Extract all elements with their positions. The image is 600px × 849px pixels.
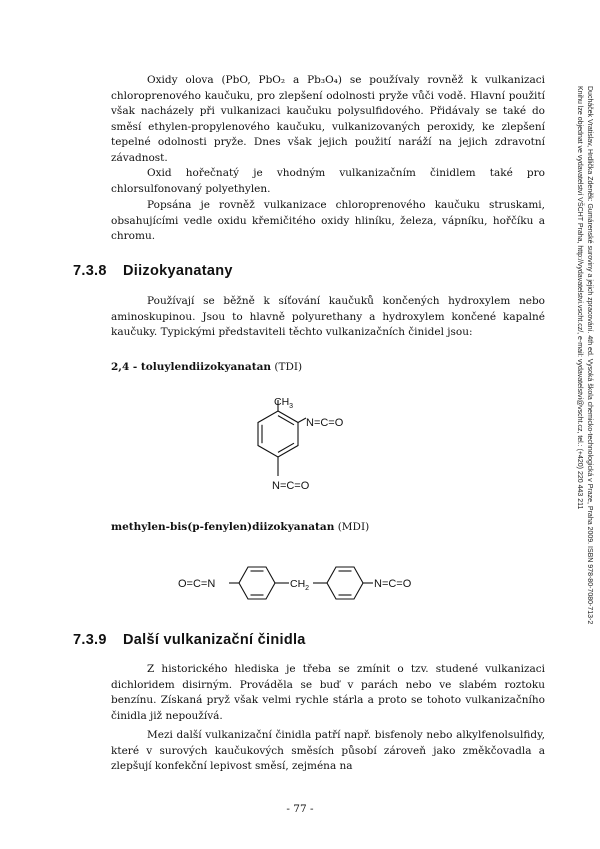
ch3-subscript: 3 <box>289 403 294 410</box>
tdi-abbr: (TDI) <box>274 361 303 373</box>
tdi-isocyanate-bottom: N=C=O <box>272 480 310 492</box>
ch2-subscript: 2 <box>305 585 310 592</box>
mdi-isocyanate-right: N=C=O <box>374 578 412 590</box>
ordering-line: Knihu lze objednat ve vydavatelství VŠCHT Praha, http://vydavatelstvi.vscht.cz/, e-mail: vydavatelstvi@vscht.cz, tel.: (+420) 220 443 211 <box>576 86 584 510</box>
mdi-name: methylen-bis(p-fenylen)diizokyanatan <box>111 521 335 533</box>
paragraph-text: Popsána je rovněž vulkanizace chloroprenového kaučuku struskami, obsahujícími vedle oxidu křemičitého oxidy hliníku, železa, vápníku, hořčíku a chromu. <box>111 199 545 242</box>
paragraph-text: Oxid hořečnatý je vhodným vulkanizačním činidlem také pro chlorsulfonovaný polyethylen. <box>111 167 545 195</box>
section-title: Další vulkanizační činidla <box>123 632 306 648</box>
mdi-isocyanate-left: O=C=N <box>178 578 216 590</box>
section-title: Diizokyanatany <box>123 263 233 279</box>
ch3-label: CH <box>274 396 290 408</box>
svg-text:CH2 <box>290 578 309 592</box>
mdi-label <box>111 521 369 533</box>
side-citation <box>572 86 594 726</box>
section-heading-7-3-8 <box>73 263 233 279</box>
paragraph-text: Oxidy olova (PbO, PbO₂ a Pb₃O₄) se používaly rovněž k vulkanizaci chloroprenového kaučuku, pro zlepšení odolnosti pryže vůči vodě. Hlavní použití však nacházely při vulkanizaci kaučuku polysulfidového. Přidávaly se také do směsí ethylen-propylenového kaučuku, vulkanizovaných peroxidy, ke zlepšení tepelné odolnosti pryže. Dnes však jejich použití naráží na jejich zdravotní závadnost. <box>111 74 545 164</box>
paragraph-magnesium-oxide <box>111 166 545 197</box>
mdi-abbr: (MDI) <box>337 521 370 533</box>
section-heading-7-3-9 <box>73 632 306 648</box>
tdi-isocyanate-top: N=C=O <box>306 417 344 429</box>
paragraph-other-agents <box>111 728 545 775</box>
citation-line: Ducháček Vratislav, Hrdlička Zdeněk: Gumárenské suroviny a jejich zpracování. 4th ed. Vysoká škola chemicko-technologická v Praze, Praha 2009. ISBN 978-80-7080-713-2 <box>586 86 593 625</box>
paragraph-text: Používají se běžně k síťování kaučuků končených hydroxylem nebo aminoskupinou. Jsou to hlavně polyurethany a hydroxylem končené kapalné kaučuky. Typickými představiteli těchto vulkanizačních činidel jsou: <box>111 295 545 338</box>
tdi-structure <box>230 392 370 502</box>
mdi-structure <box>176 556 426 612</box>
page-number: - 77 - <box>286 803 314 815</box>
paragraph-diisocyanates <box>111 294 545 341</box>
svg-text:CH3 <box>274 396 293 410</box>
paragraph-text: Mezi další vulkanizační činidla patří např. bisfenoly nebo alkylfenolsulfidy, které v surových kaučukových směsích působí zároveň jako změkčovadla a zlepšují konfekční lepivost směsí, zejména na <box>111 729 545 772</box>
section-number: 7.3.9 <box>73 632 107 648</box>
section-number: 7.3.8 <box>73 263 107 279</box>
paragraph-lead-oxides <box>111 73 545 166</box>
tdi-name: 2,4 - toluylendiizokyanatan <box>111 361 272 373</box>
paragraph-text: Z historického hlediska je třeba se zmínit o tzv. studené vulkanizaci dichloridem disirným. Prováděla se buď v parách nebo ve slabém roztoku benzínu. Získaná pryž však velmi rychle stárla a proto se tohoto vulkanizačního činidla již nepoužívá. <box>111 663 545 722</box>
paragraph-cold-vulcanization <box>111 662 545 724</box>
tdi-label <box>111 361 302 373</box>
ch2-label: CH <box>290 578 306 590</box>
paragraph-slag <box>111 198 545 245</box>
